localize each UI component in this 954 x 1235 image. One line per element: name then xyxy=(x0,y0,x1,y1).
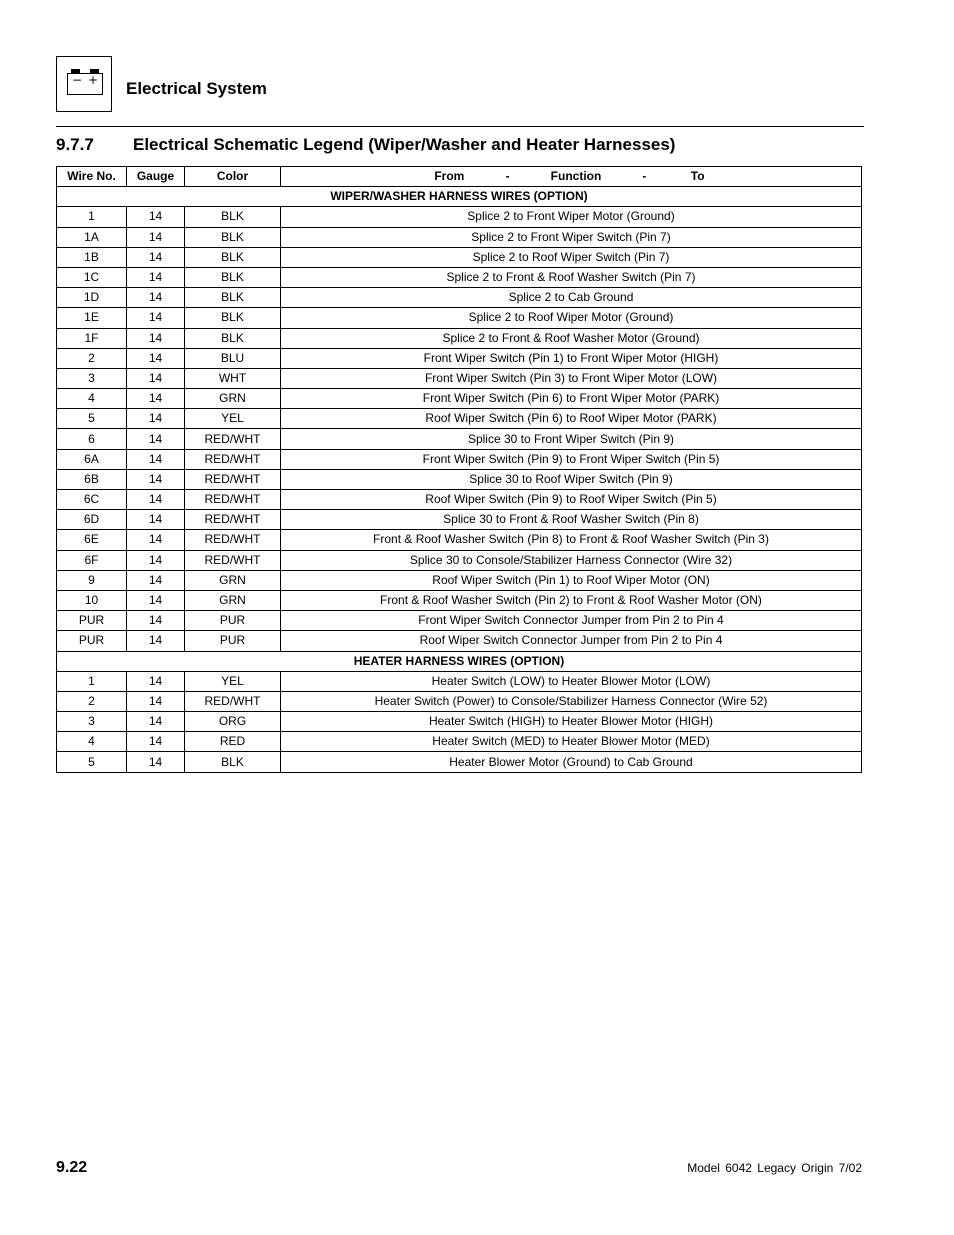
wire-no-cell: 6D xyxy=(57,510,127,530)
table-row xyxy=(57,207,862,227)
col-dash-1: - xyxy=(505,169,510,184)
wire-no-cell: PUR xyxy=(57,631,127,651)
gauge-cell: 14 xyxy=(127,712,185,732)
function-cell: Splice 2 to Roof Wiper Switch (Pin 7) xyxy=(281,247,862,267)
table-row xyxy=(57,570,862,590)
table-row xyxy=(57,449,862,469)
color-cell: BLK xyxy=(185,328,281,348)
function-cell: Front Wiper Switch (Pin 9) to Front Wiper Switch (Pin 5) xyxy=(281,449,862,469)
color-cell: BLK xyxy=(185,267,281,287)
header-divider xyxy=(56,126,864,127)
gauge-cell: 14 xyxy=(127,590,185,610)
function-cell: Heater Switch (LOW) to Heater Blower Motor (LOW) xyxy=(281,671,862,691)
gauge-cell: 14 xyxy=(127,510,185,530)
heading-number: 9.7.7 xyxy=(56,135,94,154)
col-gauge: Gauge xyxy=(127,167,185,187)
gauge-cell: 14 xyxy=(127,409,185,429)
gauge-cell: 14 xyxy=(127,671,185,691)
wire-no-cell: 6 xyxy=(57,429,127,449)
color-cell: BLU xyxy=(185,348,281,368)
col-function-label: Function xyxy=(550,169,602,184)
wire-no-cell: 2 xyxy=(57,348,127,368)
function-cell: Front Wiper Switch (Pin 1) to Front Wiper Motor (HIGH) xyxy=(281,348,862,368)
wire-no-cell: 6C xyxy=(57,490,127,510)
table-row xyxy=(57,267,862,287)
gauge-cell: 14 xyxy=(127,328,185,348)
gauge-cell: 14 xyxy=(127,631,185,651)
gauge-cell: 14 xyxy=(127,288,185,308)
color-cell: RED/WHT xyxy=(185,469,281,489)
table-row xyxy=(57,247,862,267)
table-row xyxy=(57,671,862,691)
table-row xyxy=(57,752,862,772)
gauge-cell: 14 xyxy=(127,691,185,711)
table-row xyxy=(57,550,862,570)
wire-no-cell: 1 xyxy=(57,671,127,691)
col-to: To xyxy=(690,169,705,184)
color-cell: PUR xyxy=(185,611,281,631)
wire-no-cell: 10 xyxy=(57,590,127,610)
function-cell: Heater Switch (MED) to Heater Blower Motor (MED) xyxy=(281,732,862,752)
table-row xyxy=(57,409,862,429)
function-cell: Roof Wiper Switch (Pin 1) to Roof Wiper Motor (ON) xyxy=(281,570,862,590)
table-row xyxy=(57,469,862,489)
color-cell: RED/WHT xyxy=(185,550,281,570)
wire-no-cell: 5 xyxy=(57,752,127,772)
color-cell: BLK xyxy=(185,308,281,328)
section-title: Electrical System xyxy=(126,79,267,98)
section-row xyxy=(57,187,862,207)
wire-no-cell: 3 xyxy=(57,368,127,388)
function-cell: Front & Roof Washer Switch (Pin 2) to Front & Roof Washer Motor (ON) xyxy=(281,590,862,610)
gauge-cell: 14 xyxy=(127,207,185,227)
function-cell: Roof Wiper Switch (Pin 9) to Roof Wiper Switch (Pin 5) xyxy=(281,490,862,510)
table-row xyxy=(57,429,862,449)
table-header-row xyxy=(57,167,862,187)
function-cell: Splice 30 to Front & Roof Washer Switch (Pin 8) xyxy=(281,510,862,530)
function-cell: Splice 2 to Front & Roof Washer Motor (Ground) xyxy=(281,328,862,348)
table-row xyxy=(57,490,862,510)
wire-no-cell: 6E xyxy=(57,530,127,550)
gauge-cell: 14 xyxy=(127,530,185,550)
function-cell: Heater Blower Motor (Ground) to Cab Ground xyxy=(281,752,862,772)
color-cell: ORG xyxy=(185,712,281,732)
gauge-cell: 14 xyxy=(127,732,185,752)
gauge-cell: 14 xyxy=(127,227,185,247)
function-cell: Splice 2 to Roof Wiper Motor (Ground) xyxy=(281,308,862,328)
wire-no-cell: 1D xyxy=(57,288,127,308)
function-cell: Splice 30 to Console/Stabilizer Harness Connector (Wire 32) xyxy=(281,550,862,570)
col-function xyxy=(281,167,862,187)
wire-no-cell: PUR xyxy=(57,611,127,631)
color-cell: GRN xyxy=(185,570,281,590)
color-cell: BLK xyxy=(185,227,281,247)
gauge-cell: 14 xyxy=(127,429,185,449)
function-cell: Roof Wiper Switch Connector Jumper from Pin 2 to Pin 4 xyxy=(281,631,862,651)
page-heading xyxy=(56,135,675,155)
table-row xyxy=(57,712,862,732)
table-row xyxy=(57,590,862,610)
table-row xyxy=(57,389,862,409)
gauge-cell: 14 xyxy=(127,752,185,772)
function-cell: Heater Switch (Power) to Console/Stabilizer Harness Connector (Wire 52) xyxy=(281,691,862,711)
wire-no-cell: 4 xyxy=(57,389,127,409)
gauge-cell: 14 xyxy=(127,348,185,368)
gauge-cell: 14 xyxy=(127,449,185,469)
function-cell: Splice 30 to Front Wiper Switch (Pin 9) xyxy=(281,429,862,449)
wire-legend-table xyxy=(56,166,862,773)
color-cell: WHT xyxy=(185,368,281,388)
color-cell: BLK xyxy=(185,247,281,267)
gauge-cell: 14 xyxy=(127,550,185,570)
wire-no-cell: 6F xyxy=(57,550,127,570)
wire-no-cell: 1A xyxy=(57,227,127,247)
wire-no-cell: 1 xyxy=(57,207,127,227)
function-cell: Splice 30 to Roof Wiper Switch (Pin 9) xyxy=(281,469,862,489)
gauge-cell: 14 xyxy=(127,368,185,388)
table-row xyxy=(57,288,862,308)
table-row xyxy=(57,530,862,550)
gauge-cell: 14 xyxy=(127,267,185,287)
wire-no-cell: 9 xyxy=(57,570,127,590)
gauge-cell: 14 xyxy=(127,570,185,590)
color-cell: RED/WHT xyxy=(185,490,281,510)
color-cell: RED/WHT xyxy=(185,429,281,449)
wire-no-cell: 1B xyxy=(57,247,127,267)
color-cell: GRN xyxy=(185,590,281,610)
color-cell: RED/WHT xyxy=(185,449,281,469)
table-row xyxy=(57,308,862,328)
table-row xyxy=(57,328,862,348)
table-row xyxy=(57,732,862,752)
wire-no-cell: 4 xyxy=(57,732,127,752)
function-cell: Splice 2 to Front & Roof Washer Switch (Pin 7) xyxy=(281,267,862,287)
wire-no-cell: 6B xyxy=(57,469,127,489)
table-row xyxy=(57,510,862,530)
gauge-cell: 14 xyxy=(127,247,185,267)
color-cell: BLK xyxy=(185,207,281,227)
color-cell: RED xyxy=(185,732,281,752)
table-row xyxy=(57,691,862,711)
col-wire-no: Wire No. xyxy=(57,167,127,187)
header-icon-box xyxy=(56,56,112,112)
gauge-cell: 14 xyxy=(127,611,185,631)
color-cell: RED/WHT xyxy=(185,510,281,530)
color-cell: BLK xyxy=(185,288,281,308)
function-cell: Front Wiper Switch (Pin 3) to Front Wiper Motor (LOW) xyxy=(281,368,862,388)
table-row xyxy=(57,348,862,368)
color-cell: YEL xyxy=(185,409,281,429)
col-dash-2: - xyxy=(642,169,647,184)
gauge-cell: 14 xyxy=(127,389,185,409)
color-cell: RED/WHT xyxy=(185,691,281,711)
function-cell: Splice 2 to Front Wiper Motor (Ground) xyxy=(281,207,862,227)
wire-no-cell: 5 xyxy=(57,409,127,429)
model-info: Model 6042 Legacy Origin 7/02 xyxy=(687,1161,862,1175)
wire-no-cell: 1C xyxy=(57,267,127,287)
function-cell: Front Wiper Switch Connector Jumper from Pin 2 to Pin 4 xyxy=(281,611,862,631)
color-cell: RED/WHT xyxy=(185,530,281,550)
gauge-cell: 14 xyxy=(127,308,185,328)
col-from: From xyxy=(434,169,465,184)
function-cell: Splice 2 to Cab Ground xyxy=(281,288,862,308)
color-cell: YEL xyxy=(185,671,281,691)
table-body xyxy=(57,187,862,772)
function-cell: Roof Wiper Switch (Pin 6) to Roof Wiper Motor (PARK) xyxy=(281,409,862,429)
table-row xyxy=(57,227,862,247)
table-row xyxy=(57,611,862,631)
wire-no-cell: 1E xyxy=(57,308,127,328)
function-cell: Front & Roof Washer Switch (Pin 8) to Front & Roof Washer Switch (Pin 3) xyxy=(281,530,862,550)
color-cell: GRN xyxy=(185,389,281,409)
gauge-cell: 14 xyxy=(127,469,185,489)
wire-no-cell: 3 xyxy=(57,712,127,732)
function-cell: Splice 2 to Front Wiper Switch (Pin 7) xyxy=(281,227,862,247)
section-row xyxy=(57,651,862,671)
wire-no-cell: 2 xyxy=(57,691,127,711)
wire-no-cell: 6A xyxy=(57,449,127,469)
table-row xyxy=(57,368,862,388)
function-cell: Heater Switch (HIGH) to Heater Blower Motor (HIGH) xyxy=(281,712,862,732)
page-number: 9.22 xyxy=(56,1159,88,1176)
table-row xyxy=(57,631,862,651)
section-title-cell: WIPER/WASHER HARNESS WIRES (OPTION) xyxy=(57,187,862,207)
battery-icon: − + xyxy=(67,73,103,95)
wire-no-cell: 1F xyxy=(57,328,127,348)
section-title-cell: HEATER HARNESS WIRES (OPTION) xyxy=(57,651,862,671)
function-cell: Front Wiper Switch (Pin 6) to Front Wiper Motor (PARK) xyxy=(281,389,862,409)
heading-title: Electrical Schematic Legend (Wiper/Washer and Heater Harnesses) xyxy=(133,135,676,154)
col-color: Color xyxy=(185,167,281,187)
color-cell: PUR xyxy=(185,631,281,651)
color-cell: BLK xyxy=(185,752,281,772)
gauge-cell: 14 xyxy=(127,490,185,510)
